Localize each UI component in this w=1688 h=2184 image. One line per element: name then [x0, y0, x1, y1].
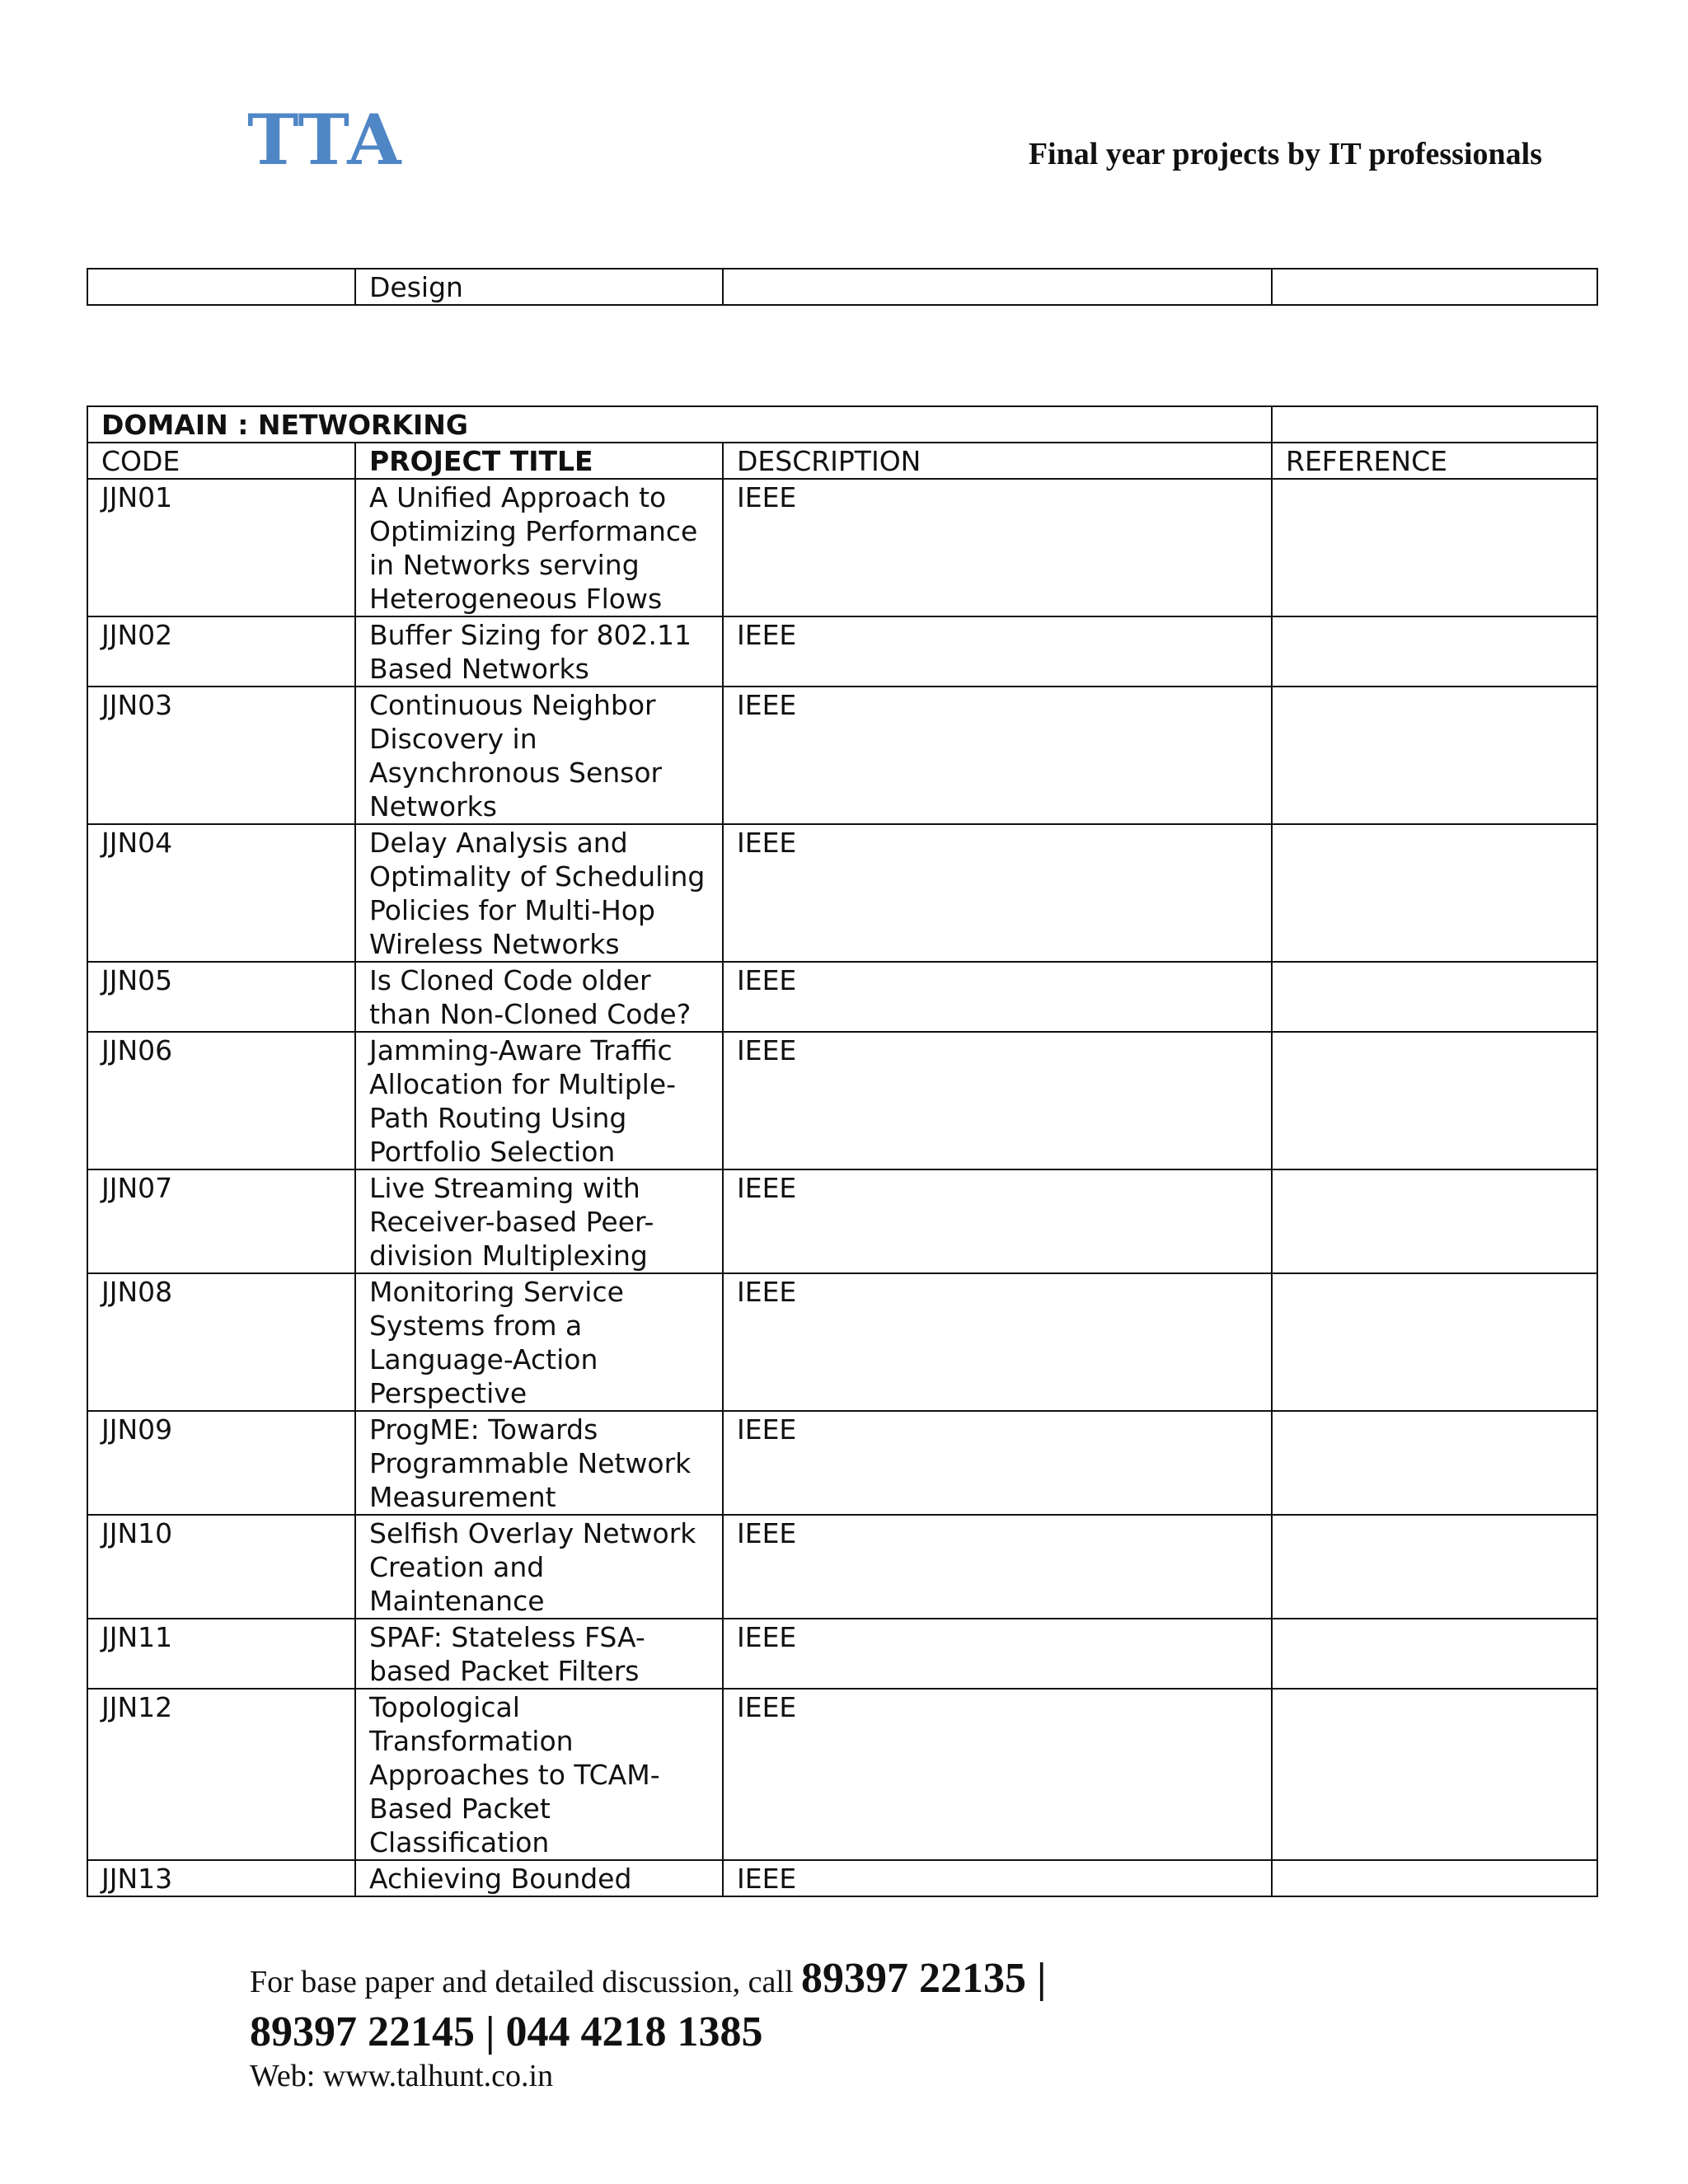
- project-description: IEEE: [723, 1860, 1272, 1896]
- table-cell: [723, 269, 1272, 305]
- project-code: JJN09: [87, 1411, 355, 1515]
- project-reference: [1272, 1515, 1597, 1619]
- project-code: JJN12: [87, 1689, 355, 1860]
- company-logo: TTA: [247, 99, 403, 180]
- column-header-reference: REFERENCE: [1272, 443, 1597, 479]
- table-row: [87, 1169, 1597, 1273]
- footer-website: Web: www.talhunt.co.in: [250, 2059, 554, 2093]
- project-reference: [1272, 1411, 1597, 1515]
- table-row: [87, 1032, 1597, 1169]
- column-header-project-title: PROJECT TITLE: [355, 443, 723, 479]
- project-code: JJN08: [87, 1273, 355, 1411]
- project-description: IEEE: [723, 962, 1272, 1032]
- project-description: IEEE: [723, 1515, 1272, 1619]
- project-description: IEEE: [723, 1032, 1272, 1169]
- domain-label: DOMAIN : NETWORKING: [87, 406, 1272, 443]
- project-description: IEEE: [723, 1619, 1272, 1689]
- table-row: [87, 479, 1597, 616]
- header-tagline: Final year projects by IT professionals: [1028, 137, 1542, 171]
- project-reference: [1272, 1860, 1597, 1896]
- project-reference: [1272, 1619, 1597, 1689]
- table-row: [87, 962, 1597, 1032]
- project-code: JJN07: [87, 1169, 355, 1273]
- table-row: [87, 1515, 1597, 1619]
- table-row: [87, 1860, 1597, 1896]
- project-code: JJN02: [87, 616, 355, 687]
- table-row: [87, 1689, 1597, 1860]
- project-title: Monitoring Service Systems from a Language-Action Perspective: [355, 1273, 723, 1411]
- footer-call-line: [250, 1957, 1046, 2000]
- header-row: [87, 443, 1597, 479]
- table-cell: [1272, 269, 1597, 305]
- table-row: [87, 1411, 1597, 1515]
- project-reference: [1272, 1273, 1597, 1411]
- project-code: JJN05: [87, 962, 355, 1032]
- project-reference: [1272, 1689, 1597, 1860]
- project-description: IEEE: [723, 1411, 1272, 1515]
- project-code: JJN03: [87, 687, 355, 824]
- project-title: Selfish Overlay Network Creation and Maintenance: [355, 1515, 723, 1619]
- project-description: IEEE: [723, 1273, 1272, 1411]
- footer-phone-primary: 89397 22135 |: [801, 1955, 1047, 2002]
- project-description: IEEE: [723, 1689, 1272, 1860]
- project-description: IEEE: [723, 616, 1272, 687]
- project-reference: [1272, 824, 1597, 962]
- project-reference: [1272, 1032, 1597, 1169]
- project-code: JJN01: [87, 479, 355, 616]
- table-row: [87, 687, 1597, 824]
- project-title: SPAF: Stateless FSA-based Packet Filters: [355, 1619, 723, 1689]
- column-header-description: DESCRIPTION: [723, 443, 1272, 479]
- column-header-code: CODE: [87, 443, 355, 479]
- project-code: JJN04: [87, 824, 355, 962]
- project-description: IEEE: [723, 687, 1272, 824]
- project-title: A Unified Approach to Optimizing Performance in Networks serving Heterogeneous Flows: [355, 479, 723, 616]
- previous-table-continuation: [87, 268, 1598, 306]
- project-title: Achieving Bounded: [355, 1860, 723, 1896]
- project-title: Delay Analysis and Optimality of Scheduling Policies for Multi-Hop Wireless Networks: [355, 824, 723, 962]
- table-row: [87, 616, 1597, 687]
- project-code: JJN10: [87, 1515, 355, 1619]
- footer-phone-numbers: 89397 22145 | 044 4218 1385: [250, 2008, 763, 2055]
- project-reference: [1272, 687, 1597, 824]
- project-code: JJN06: [87, 1032, 355, 1169]
- table-row: [87, 269, 1597, 305]
- project-title: Buffer Sizing for 802.11 Based Networks: [355, 616, 723, 687]
- project-title: Is Cloned Code older than Non-Cloned Code?: [355, 962, 723, 1032]
- project-title: Continuous Neighbor Discovery in Asynchronous Sensor Networks: [355, 687, 723, 824]
- project-reference: [1272, 616, 1597, 687]
- project-title: Live Streaming with Receiver-based Peer-division Multiplexing: [355, 1169, 723, 1273]
- table-row: [87, 1619, 1597, 1689]
- domain-row: [87, 406, 1597, 443]
- table-cell: [1272, 406, 1597, 443]
- project-title: ProgME: Towards Programmable Network Measurement: [355, 1411, 723, 1515]
- project-code: JJN13: [87, 1860, 355, 1896]
- project-reference: [1272, 479, 1597, 616]
- project-code: JJN11: [87, 1619, 355, 1689]
- project-title: Jamming-Aware Traffic Allocation for Multiple-Path Routing Using Portfolio Selection: [355, 1032, 723, 1169]
- table-row: [87, 1273, 1597, 1411]
- table-row: [87, 824, 1597, 962]
- project-reference: [1272, 962, 1597, 1032]
- table-cell: [87, 269, 355, 305]
- project-description: IEEE: [723, 824, 1272, 962]
- networking-projects-table: [87, 405, 1598, 1897]
- project-reference: [1272, 1169, 1597, 1273]
- footer-call-text: For base paper and detailed discussion, call: [250, 1965, 802, 1999]
- table-cell: Design: [355, 269, 723, 305]
- project-description: IEEE: [723, 1169, 1272, 1273]
- project-title: Topological Transformation Approaches to TCAM-Based Packet Classification: [355, 1689, 723, 1860]
- project-description: IEEE: [723, 479, 1272, 616]
